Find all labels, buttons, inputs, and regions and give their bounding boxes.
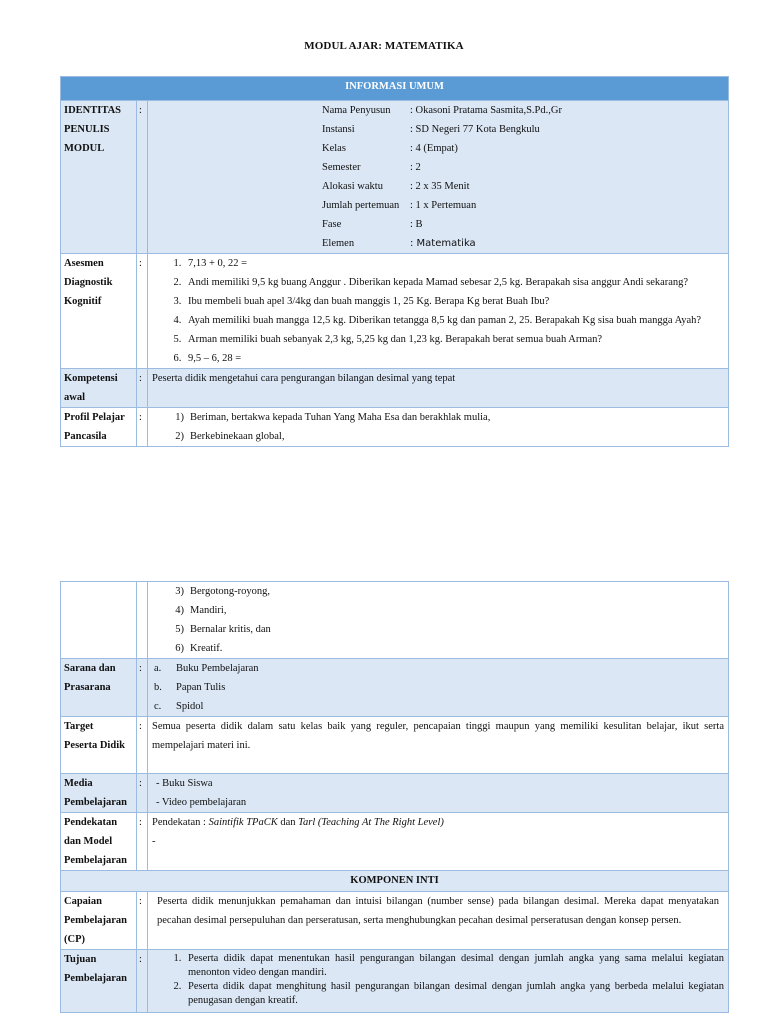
identitas-key: Semester [322,162,361,173]
media-row: Media Pembelajaran : - Buku Siswa - Video pembelajaran [61,774,729,813]
sarana-item-number: a. [154,663,162,674]
informasi-umum-header-row [61,77,729,101]
profil-content-page2 [148,582,729,659]
sarana-item [154,697,724,716]
sarana-item-text: Spidol [176,701,204,712]
info-table-page1 [60,76,729,447]
identitas-value: : B [410,219,423,230]
profil-row: Profil Pelajar Pancasila : 1) Beriman, bertakwa kepada Tuhan Yang Maha Esa dan berakhlak mulia, 2) Berkebinekaan global, [61,408,729,447]
asesmen-item: 3. Ibu membeli buah apel 3/4kg dan buah manggis 1, 25 Kg. Berapa Kg berat Buah Ibu? [184,292,724,311]
identitas-key: Jumlah pertemuan [322,200,400,211]
profil-item-text: Bergotong-royong, [190,586,271,597]
pendekatan-dash: - [152,836,156,847]
asesmen-item: 6. 9,5 – 6, 28 = [184,349,724,368]
identitas-row: IDENTITAS PENULIS MODUL : Nama Penyusun : Okasoni Pratama Sasmita,S.Pd.,Gr Instansi : SD Negeri 77 Kota Bengkulu Kelas : 4 (Empat) Semester : 2 Alokasi waktu : 2 x 35 Menit Jumlah pertemuan : 1 x Pertemuan Fase : B Elemen : Matematika [61,101,729,254]
sarana-row: Sarana dan Prasarana : a. Buku Pembelajaran b. Papan Tulis c. Spidol [61,659,729,717]
document-title: MODUL AJAR: MATEMATIKA [304,40,464,52]
profil-item-text: Mandiri, [190,605,227,616]
identitas-value: : 4 (Empat) [410,143,458,154]
profil-item-text: Berkebinekaan global, [190,431,285,442]
identitas-key: Fase [322,219,342,230]
identitas-grid [322,101,724,253]
profil-item [164,427,724,446]
tujuan-content [148,950,729,1013]
profil-content-page1 [148,408,729,447]
identitas-key: Nama Penyusun [322,105,391,116]
media-item-2: - Video pembelajaran [156,797,247,808]
identitas-label: IDENTITAS PENULIS MODUL [61,101,137,254]
profil-item [164,582,724,601]
asesmen-row: Asesmen Diagnostik Kognitif : 1. 7,13 + 0, 22 = 2. Andi memiliki 9,5 kg buang Anggur . Diberikan kepada Mamad sebesar 2,5 kg. Berapakah sisa anggur Andi sekarang? 3. Ibu membeli buah apel 3/4kg dan buah manggis 1, 25 Kg. Berapa Kg berat Buah Ibu? 4. Ayah memiliki buah mangga 12,5 kg. Diberikan tetangga 8,5 kg dan paman 2, 25. Berapakah Kg sisa buah mangga Ayah? 5. Arman memiliki buah sebanyak 2,3 kg, 5,25 kg dan 1,23 kg. Berapakah berat semua buah Arman? 6. 9,5 – 6, 28 = [61,254,729,369]
media-item-1: - Buku Siswa [156,778,213,789]
profil-list-page2 [152,582,724,658]
profil-item [164,601,724,620]
identitas-value: : 2 [410,162,421,173]
target-row: Target Peserta Didik : Semua peserta didik dalam satu kelas baik yang reguler, pencapaian tinggi maupun yang memiliki kesulitan belajar, ikut serta mempelajari materi ini. [61,717,729,774]
profil-item [164,639,724,658]
asesmen-item: 5. Arman memiliki buah sebanyak 2,3 kg, 5,25 kg dan 1,23 kg. Berapakah berat semua buah Arman? [184,330,724,349]
pendekatan-label: Pendekatan dan Model Pembelajaran [61,813,137,871]
identitas-value: : Okasoni Pratama Sasmita,S.Pd.,Gr [410,105,562,116]
profil-item-text: Bernalar kritis, dan [190,624,271,635]
tujuan-item: 1. Peserta didik dapat menentukan hasil pengurangan bilangan desimal dengan jumlah angka yang sama melalui kegiatan menonton video dengan mandiri. [184,952,724,980]
asesmen-item: 1. 7,13 + 0, 22 = [184,254,724,273]
identitas-value: : Matematika [410,238,476,249]
asesmen-item: 2. Andi memiliki 9,5 kg buang Anggur . Diberikan kepada Mamad sebesar 2,5 kg. Berapakah sisa anggur Andi sekarang? [184,273,724,292]
kompetensi-text: Peserta didik mengetahui cara pengurangan bilangan desimal yang tepat [148,369,729,408]
komponen-inti-header: KOMPONEN INTI [61,871,729,892]
profil-item [164,408,724,427]
info-table-page2 [60,581,729,1013]
target-label: Target Peserta Didik [61,717,137,774]
sarana-item-text: Papan Tulis [176,682,226,693]
profil-item-number: 3) [175,586,184,597]
sarana-label: Sarana dan Prasarana [61,659,137,717]
profil-continued-row [61,582,729,659]
identitas-key: Elemen [322,238,355,249]
identitas-content [148,101,729,254]
kompetensi-row: Kompetensi awal : Peserta didik mengetahui cara pengurangan bilangan desimal yang tepat [61,369,729,408]
media-label: Media Pembelajaran [61,774,137,813]
asesmen-label: Asesmen Diagnostik Kognitif [61,254,137,369]
tujuan-list [152,950,724,1012]
profil-item-number: 1) [175,412,184,423]
asesmen-content [148,254,729,369]
tujuan-label: Tujuan Pembelajaran [61,950,137,1013]
identitas-value: : SD Negeri 77 Kota Bengkulu [410,124,540,135]
profil-item [164,620,724,639]
profil-item-number: 2) [175,431,184,442]
sarana-content [148,659,729,717]
sarana-list [152,659,724,716]
capaian-text: Peserta didik menunjukkan pemahaman dan intuisi bilangan (number sense) pada bilangan desimal. Mereka dapat menyatakan pecahan desimal persepuluhan dan perseratusan, serta menghubungkan pecahan desimal perseratusan dengan konsep persen. [148,892,729,950]
identitas-value: : 1 x Pertemuan [410,200,477,211]
profil-label: Profil Pelajar Pancasila [61,408,137,447]
media-content [148,774,729,813]
identitas-value: : 2 x 35 Menit [410,181,470,192]
sarana-item-text: Buku Pembelajaran [176,663,259,674]
profil-item-number: 5) [175,624,184,635]
pendekatan-line: Pendekatan : Saintifik TPaCK dan Tarl (Teaching At The Right Level) [152,817,444,828]
profil-item-text: Beriman, bertakwa kepada Tuhan Yang Maha Esa dan berakhlak mulia, [190,412,491,423]
capaian-label: Capaian Pembelajaran (CP) [61,892,137,950]
asesmen-item: 4. Ayah memiliki buah mangga 12,5 kg. Diberikan tetangga 8,5 kg dan paman 2, 25. Berapakah Kg sisa buah mangga Ayah? [184,311,724,330]
asesmen-list [152,254,724,368]
informasi-umum-header: INFORMASI UMUM [61,77,729,101]
capaian-row: Capaian Pembelajaran (CP) : Peserta didik menunjukkan pemahaman dan intuisi bilangan (number sense) pada bilangan desimal. Mereka dapat menyatakan pecahan desimal persepuluhan dan perseratusan, serta menghubungkan pecahan desimal perseratusan dengan konsep persen. [61,892,729,950]
identitas-key: Kelas [322,143,346,154]
sarana-item-number: b. [154,682,162,693]
profil-item-text: Kreatif. [190,643,223,654]
pendekatan-content [148,813,729,871]
profil-item-number: 6) [175,643,184,654]
identitas-key: Alokasi waktu [322,181,383,192]
sarana-item [154,678,724,697]
sarana-item [154,659,724,678]
target-text: Semua peserta didik dalam satu kelas baik yang reguler, pencapaian tinggi maupun yang memiliki kesulitan belajar, ikut serta mempelajari materi ini. [148,717,729,774]
pendekatan-row: Pendekatan dan Model Pembelajaran : Pendekatan : Saintifik TPaCK dan Tarl (Teaching At The Right Level) - [61,813,729,871]
profil-list-page1 [152,408,724,446]
kompetensi-label: Kompetensi awal [61,369,137,408]
tujuan-row: Tujuan Pembelajaran : 1. Peserta didik dapat menentukan hasil pengurangan bilangan desimal dengan jumlah angka yang sama melalui kegiatan menonton video dengan mandiri. 2. Peserta didik dapat menghitung hasil pengurangan bilangan desimal dengan jumlah angka yang berbeda melalui kegiatan penugasan dengan kreatif. [61,950,729,1013]
identitas-key: Instansi [322,124,355,135]
sarana-item-number: c. [154,701,162,712]
komponen-inti-header-row [61,871,729,892]
profil-item-number: 4) [175,605,184,616]
tujuan-item: 2. Peserta didik dapat menghitung hasil pengurangan bilangan desimal dengan jumlah angka yang berbeda melalui kegiatan penugasan dengan kreatif. [184,980,724,1008]
